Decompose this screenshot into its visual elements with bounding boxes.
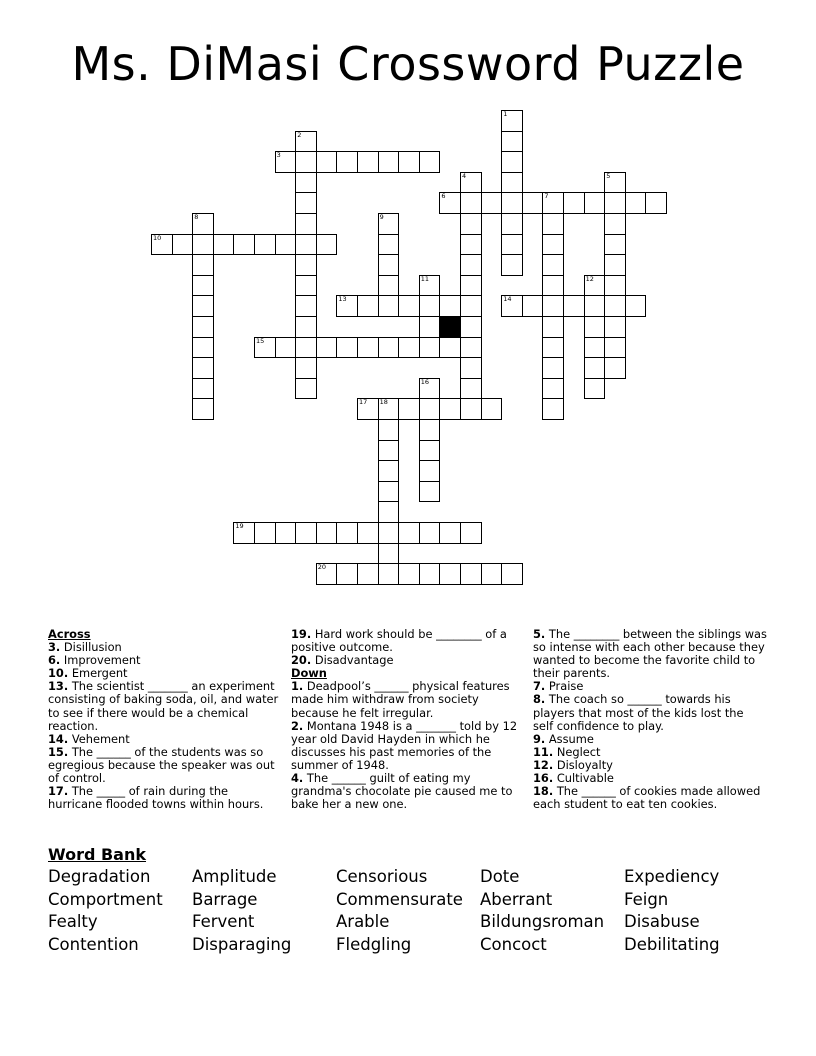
grid-cell[interactable]	[460, 295, 482, 317]
grid-cell[interactable]	[439, 192, 461, 214]
grid-cell[interactable]	[501, 563, 523, 585]
grid-cell[interactable]	[316, 234, 338, 256]
grid-cell[interactable]	[481, 563, 503, 585]
grid-cell[interactable]	[378, 337, 400, 359]
grid-cell[interactable]	[460, 275, 482, 297]
grid-cell[interactable]	[336, 295, 358, 317]
grid-cell[interactable]	[295, 213, 317, 235]
cell-number: 20	[317, 563, 327, 572]
grid-cell[interactable]	[233, 234, 255, 256]
grid-cell[interactable]	[439, 398, 461, 420]
grid-cell[interactable]	[378, 543, 400, 565]
cell-number: 2	[297, 130, 302, 139]
grid-cell[interactable]	[501, 110, 523, 132]
word-bank-title: Word Bank	[48, 845, 147, 864]
clue-across-20: 20. Disadvantage	[291, 653, 394, 668]
grid-cell[interactable]	[378, 295, 400, 317]
grid-cell[interactable]	[378, 440, 400, 462]
grid-cell[interactable]	[542, 275, 564, 297]
grid-cell[interactable]	[501, 254, 523, 276]
grid-cell[interactable]	[398, 563, 420, 585]
clue-down-8: 8. The coach so ______ towards his players that most of the kids lost the self confidence to play.	[533, 692, 744, 733]
grid-cell[interactable]	[192, 275, 214, 297]
clue-down-2: 2. Montana 1948 is a _______ told by 12 year old David Hayden in which he discusses his past memories of the summer of 1948.	[291, 718, 518, 772]
grid-cell[interactable]	[460, 192, 482, 214]
word-bank-item: Fervent	[192, 912, 255, 931]
cell-number: 8	[194, 213, 199, 221]
grid-cell[interactable]	[439, 522, 461, 544]
grid-cell[interactable]	[460, 337, 482, 359]
grid-cell[interactable]	[295, 151, 317, 173]
word-bank-item: Barrage	[192, 889, 258, 909]
grid-cell[interactable]	[604, 192, 626, 214]
grid-cell[interactable]	[501, 213, 523, 235]
grid-cell[interactable]	[460, 254, 482, 276]
word-bank-item: Feign	[624, 889, 669, 909]
grid-cell[interactable]	[542, 378, 564, 400]
grid-cell[interactable]	[604, 337, 626, 359]
grid-cell[interactable]	[645, 192, 667, 214]
grid-cell[interactable]	[542, 316, 564, 338]
grid-cell[interactable]	[233, 522, 255, 544]
grid-cell[interactable]	[481, 398, 503, 420]
grid-cell[interactable]	[316, 522, 338, 544]
cell-number: 6	[441, 192, 446, 201]
grid-cell[interactable]	[336, 151, 358, 173]
grid-cell[interactable]	[584, 357, 606, 379]
word-bank-item: Commensurate	[336, 889, 463, 909]
grid-cell[interactable]	[378, 563, 400, 585]
grid-cell[interactable]	[439, 337, 461, 359]
cell-number: 11	[420, 274, 430, 283]
cell-number: 16	[420, 377, 430, 386]
grid-cell[interactable]	[398, 151, 420, 173]
grid-cell[interactable]	[316, 337, 338, 359]
grid-cell[interactable]	[357, 398, 379, 420]
cell-number: 15	[256, 336, 265, 345]
grid-cell[interactable]	[604, 213, 626, 235]
word-bank	[48, 866, 788, 956]
word-bank-item: Dote	[480, 867, 520, 886]
across-heading: Across	[48, 627, 91, 641]
grid-cell[interactable]	[295, 131, 317, 153]
grid-cell[interactable]	[460, 234, 482, 256]
grid-cell[interactable]	[460, 563, 482, 585]
grid-cell[interactable]	[604, 275, 626, 297]
grid-cell[interactable]	[460, 398, 482, 420]
grid-cell[interactable]	[192, 213, 214, 235]
word-bank-item: Censorious	[336, 867, 428, 886]
cell-number: 1	[503, 110, 508, 118]
grid-cell[interactable]	[357, 563, 379, 585]
grid-cell[interactable]	[192, 254, 214, 276]
grid-cell[interactable]	[192, 398, 214, 420]
grid-cell[interactable]	[295, 234, 317, 256]
word-bank-item: Fledgling	[336, 934, 412, 954]
grid-cell[interactable]	[542, 398, 564, 420]
grid-cell[interactable]	[419, 460, 441, 482]
grid-cell[interactable]	[419, 398, 441, 420]
grid-cell[interactable]	[604, 254, 626, 276]
cell-number: 4	[462, 171, 467, 180]
clue-across-17: 17. The _____ of rain during the hurricane flooded towns within hours.	[48, 784, 264, 812]
grid-cell[interactable]	[357, 151, 379, 173]
word-bank-item: Contention	[48, 934, 139, 954]
grid-cell[interactable]	[563, 192, 585, 214]
grid-cell[interactable]	[398, 398, 420, 420]
cell-number: 19	[235, 522, 244, 530]
grid-cell[interactable]	[460, 172, 482, 194]
grid-cell[interactable]	[378, 275, 400, 297]
grid-cell[interactable]	[542, 213, 564, 235]
grid-cell[interactable]	[419, 275, 441, 297]
grid-cell[interactable]	[501, 192, 523, 214]
grid-cell[interactable]	[584, 295, 606, 317]
word-bank-item: Disparaging	[192, 934, 292, 954]
grid-cell[interactable]	[254, 522, 276, 544]
cell-number: 18	[379, 398, 388, 407]
black-cell	[439, 316, 461, 338]
clue-column-1	[48, 628, 282, 811]
cell-number: 10	[153, 233, 162, 242]
grid-cell[interactable]	[398, 522, 420, 544]
grid-cell[interactable]	[151, 234, 173, 256]
grid-cell[interactable]	[295, 337, 317, 359]
cell-number: 9	[379, 213, 384, 221]
grid-cell[interactable]	[625, 192, 647, 214]
grid-cell[interactable]	[192, 357, 214, 379]
grid-cell[interactable]	[378, 213, 400, 235]
grid-cell[interactable]	[542, 357, 564, 379]
grid-cell[interactable]	[275, 234, 297, 256]
grid-cell[interactable]	[378, 419, 400, 441]
grid-cell[interactable]	[275, 151, 297, 173]
grid-cell[interactable]	[604, 357, 626, 379]
grid-cell[interactable]	[625, 295, 647, 317]
grid-cell[interactable]	[419, 419, 441, 441]
grid-cell[interactable]	[584, 337, 606, 359]
clue-across-13: 13. The scientist _______ an experiment consisting of baking soda, oil, and water to see if there would be a chemical reaction.	[48, 679, 279, 733]
clue-across-15: 15. The ______ of the students was so egregious because the speaker was out of control.	[48, 744, 275, 786]
word-bank-item: Debilitating	[624, 934, 720, 954]
grid-cell[interactable]	[378, 398, 400, 420]
grid-cell[interactable]	[295, 316, 317, 338]
clue-across-3: 3. Disillusion	[48, 640, 122, 655]
clue-down-16: 16. Cultivable	[533, 771, 614, 786]
grid-cell[interactable]	[542, 295, 564, 317]
word-bank-item: Expediency	[624, 867, 720, 886]
word-bank-item: Comportment	[48, 889, 163, 909]
grid-cell[interactable]	[192, 295, 214, 317]
grid-cell[interactable]	[378, 481, 400, 503]
grid-cell[interactable]	[419, 337, 441, 359]
grid-cell[interactable]	[419, 378, 441, 400]
grid-cell[interactable]	[419, 316, 441, 338]
grid-cell[interactable]	[336, 337, 358, 359]
down-heading: Down	[291, 666, 327, 681]
grid-cell[interactable]	[213, 234, 235, 256]
grid-cell[interactable]	[254, 234, 276, 256]
grid-cell[interactable]	[295, 254, 317, 276]
clue-down-7: 7. Praise	[533, 679, 584, 694]
grid-cell[interactable]	[522, 192, 544, 214]
grid-cell[interactable]	[419, 440, 441, 462]
grid-cell[interactable]	[439, 563, 461, 585]
grid-cell[interactable]	[254, 337, 276, 359]
grid-cell[interactable]	[460, 213, 482, 235]
clue-down-1: 1. Deadpool’s ______ physical features made him withdraw from society because he felt irregular.	[291, 679, 510, 720]
grid-cell[interactable]	[604, 172, 626, 194]
grid-cell[interactable]	[460, 378, 482, 400]
grid-cell[interactable]	[295, 192, 317, 214]
grid-cell[interactable]	[378, 234, 400, 256]
grid-cell[interactable]	[501, 234, 523, 256]
grid-cell[interactable]	[542, 337, 564, 359]
grid-cell[interactable]	[357, 295, 379, 317]
grid-cell[interactable]	[584, 378, 606, 400]
grid-cell[interactable]	[584, 275, 606, 297]
cell-number: 7	[544, 192, 549, 201]
cell-number: 5	[606, 171, 611, 180]
word-bank-item: Fealty	[48, 912, 98, 931]
grid-cell[interactable]	[542, 234, 564, 256]
cell-number: 12	[585, 274, 594, 283]
grid-cell[interactable]	[192, 316, 214, 338]
grid-cell[interactable]	[460, 316, 482, 338]
grid-cell[interactable]	[295, 522, 317, 544]
grid-cell[interactable]	[295, 172, 317, 194]
grid-cell[interactable]	[481, 192, 503, 214]
word-bank-item: Concoct	[480, 934, 547, 954]
word-bank-item: Amplitude	[192, 867, 277, 886]
grid-cell[interactable]	[542, 192, 564, 214]
grid-cell[interactable]	[378, 254, 400, 276]
clue-down-12: 12. Disloyalty	[533, 757, 613, 772]
grid-cell[interactable]	[357, 522, 379, 544]
grid-cell[interactable]	[419, 295, 441, 317]
word-bank-item: Degradation	[48, 867, 151, 886]
clue-down-18: 18. The ______ of cookies made allowed each student to eat ten cookies.	[533, 784, 761, 812]
clue-column-3	[533, 628, 767, 811]
grid-cell[interactable]	[419, 563, 441, 585]
grid-cell[interactable]	[275, 522, 297, 544]
clue-down-5: 5. The ________ between the siblings was so intense with each other because they wanted to become the favorite child to their parents.	[533, 627, 767, 681]
grid-cell[interactable]	[439, 295, 461, 317]
grid-cell[interactable]	[378, 501, 400, 523]
grid-cell[interactable]	[378, 151, 400, 173]
clue-down-11: 11. Neglect	[533, 744, 601, 759]
grid-cell[interactable]	[604, 234, 626, 256]
grid-cell[interactable]	[275, 337, 297, 359]
word-bank-item: Arable	[336, 912, 390, 931]
grid-cell[interactable]	[192, 234, 214, 256]
grid-cell[interactable]	[419, 522, 441, 544]
grid-cell[interactable]	[522, 295, 544, 317]
grid-cell[interactable]	[604, 316, 626, 338]
grid-cell[interactable]	[460, 522, 482, 544]
grid-cell[interactable]	[295, 357, 317, 379]
word-bank-item: Aberrant	[480, 889, 553, 909]
cell-number: 14	[503, 295, 512, 304]
grid-cell[interactable]	[192, 337, 214, 359]
grid-cell[interactable]	[336, 522, 358, 544]
grid-cell[interactable]	[295, 378, 317, 400]
grid-cell[interactable]	[336, 563, 358, 585]
grid-cell[interactable]	[398, 295, 420, 317]
cell-number: 13	[338, 295, 347, 304]
grid-cell[interactable]	[172, 234, 194, 256]
grid-cell[interactable]	[542, 254, 564, 276]
clue-down-4: 4. The ______ guilt of eating my grandma's chocolate pie caused me to bake her a new one.	[291, 771, 513, 812]
grid-cell[interactable]	[295, 295, 317, 317]
grid-cell[interactable]	[316, 563, 338, 585]
word-bank-item: Bildungsroman	[480, 912, 605, 931]
cell-number: 17	[359, 398, 368, 407]
grid-cell[interactable]	[563, 295, 585, 317]
grid-cell[interactable]	[501, 131, 523, 153]
grid-cell[interactable]	[501, 172, 523, 194]
grid-cell[interactable]	[419, 151, 441, 173]
page-title: Ms. DiMasi Crossword Puzzle	[71, 37, 745, 91]
grid-cell[interactable]	[378, 522, 400, 544]
clue-across-10: 10. Emergent	[48, 666, 128, 681]
cell-number: 3	[276, 151, 281, 160]
grid-cell[interactable]	[398, 337, 420, 359]
grid-cell[interactable]	[584, 192, 606, 214]
word-bank-item: Disabuse	[624, 912, 700, 931]
grid-cell[interactable]	[604, 295, 626, 317]
grid-cell[interactable]	[295, 275, 317, 297]
clue-across-19: 19. Hard work should be ________ of a positive outcome.	[291, 627, 507, 655]
clue-down-9: 9. Assume	[533, 731, 594, 746]
grid-cell[interactable]	[501, 151, 523, 173]
grid-cell[interactable]	[316, 151, 338, 173]
grid-cell[interactable]	[378, 460, 400, 482]
grid-cell[interactable]	[192, 378, 214, 400]
grid-cell[interactable]	[419, 481, 441, 503]
grid-cell[interactable]	[501, 295, 523, 317]
grid-cell[interactable]	[357, 337, 379, 359]
grid-cell[interactable]	[460, 357, 482, 379]
clue-column-2	[291, 628, 525, 811]
clue-across-14: 14. Vehement	[48, 731, 130, 746]
grid-cell[interactable]	[584, 316, 606, 338]
clue-across-6: 6. Improvement	[48, 653, 141, 668]
